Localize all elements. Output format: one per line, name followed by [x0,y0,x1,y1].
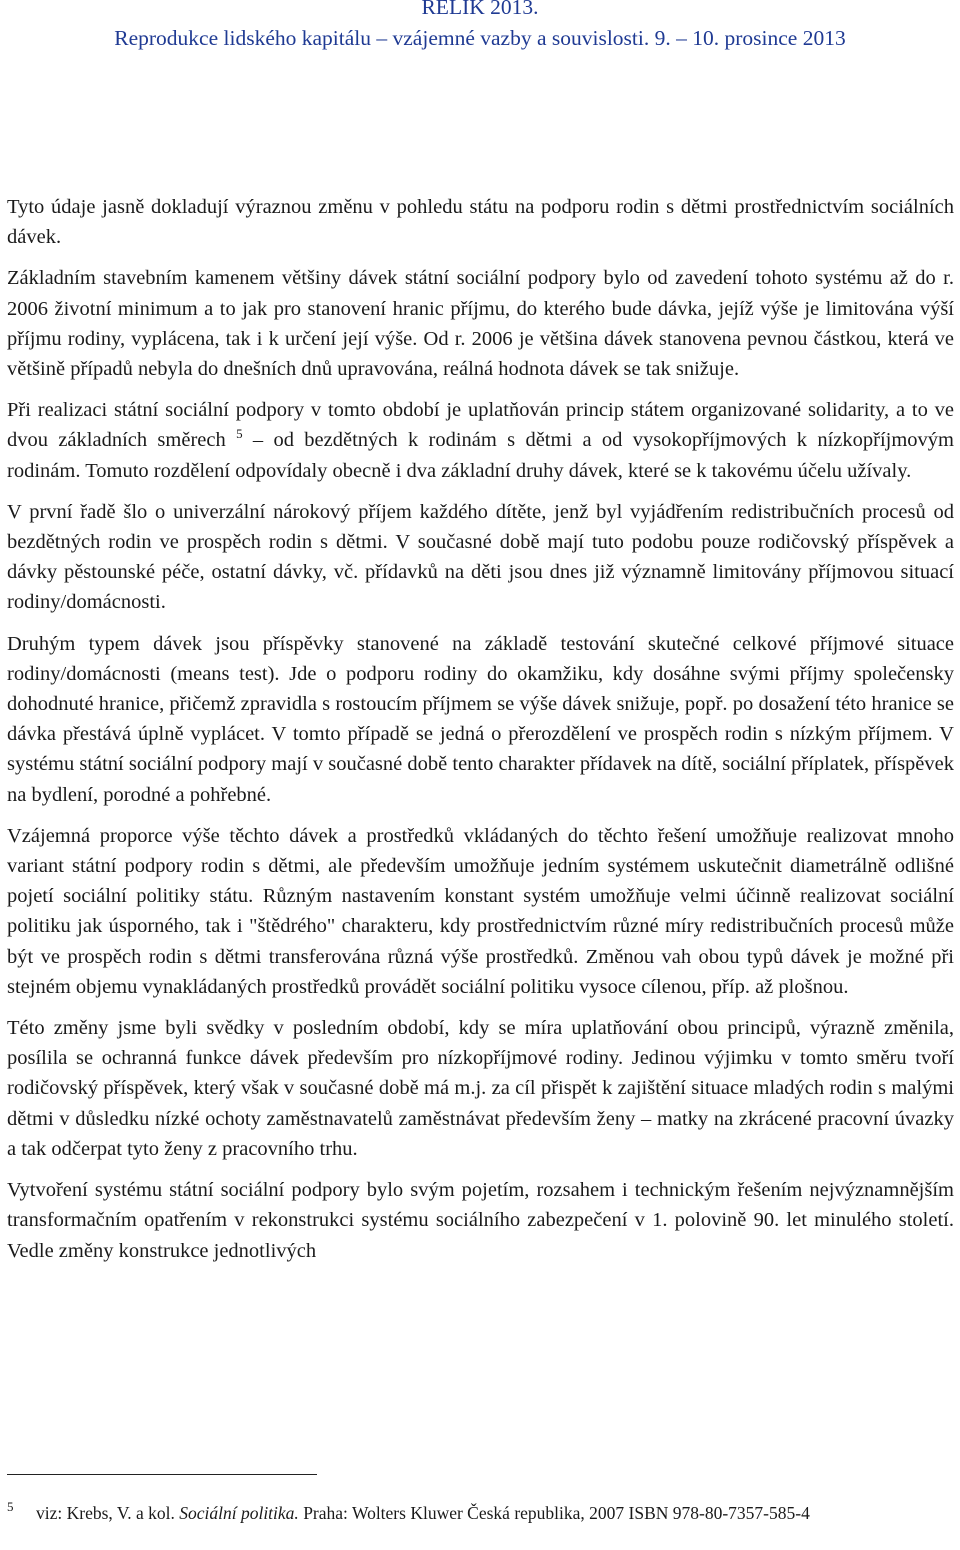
paragraph-text: Druhým typem dávek jsou příspěvky stanovené na základě testování skutečné celkové příjmové situace rodiny/domácnosti (means test). Jde o podporu rodiny do okamžiku, kdy dosáhne svými příjmy společensky dohodnuté hranice, přičemž zpravidla s rostoucím příjmem se výše dávek snižuje, popř. po dosažení této hranice se dávka přestává úplně vyplácet. V tomto případě se jedná o přerozdělení ve prospěch rodin s nízkým příjmem. V systému státní sociální podpory mají v současné době tento charakter přídavek na dítě, sociální příplatek, příspěvek na bydlení, porodné a pohřebné. [7,632,954,806]
footnote-reference[interactable]: 5 [236,426,243,442]
page-header [0,0,960,54]
header-title: RELIK 2013. [421,0,539,19]
paragraph [7,263,954,384]
paragraph-text: Při realizaci státní sociální podpory v tomto období je uplatňován princip státem organizované solidarity, a to ve dvou základních směrech [7,399,954,452]
paragraph-text: – od bezdětných k rodinám s dětmi a od vysokopříjmových k nízkopříjmovým rodinám. Tomuto rozdělení odpovídaly obecně i dva základní druhy dávek, které se k takovému účelu užívaly. [7,429,954,482]
paragraph-text: Vzájemná proporce výše těchto dávek a prostředků vkládaných do těchto řešení umožňuje realizovat mnoho variant státní podpory rodin s dětmi, ale především umožňuje jedním systémem uskutečnit diametrálně odlišné pojetí sociální politiky státu. Různým nastavením konstant systém umožňuje velmi účinně realizovat sociální politiku jak úsporného, tak i "štědrého" charakteru, kdy prostřednictvím různé míry redistribučních procesů může být ve prospěch rodin s dětmi transferována různá výše prostředků. Změnou vah obou typů dávek je možné při stejném objemu vynakládaných prostředků provádět sociální politiku vysoce cílenou, příp. až plošnou. [7,824,954,998]
header-subtitle: Reprodukce lidského kapitálu – vzájemné vazby a souvislosti. 9. – 10. prosince 2013 [114,26,846,50]
paragraph-text: Základním stavebním kamenem většiny dávek státní sociální podpory bylo od zavedení tohoto systému až do r. 2006 životní minimum a to jak pro stanovení hranic příjmu, do kterého bude dávka, jejíž výše je limitována výší příjmu rodiny, vyplácena, tak i k určení její výše. Od r. 2006 je většina dávek stanovena pevnou částkou, která ve většině případů nebyla do dnešních dnů upravována, reálná hodnota dávek se tak snižuje. [7,267,954,381]
paragraph [7,1175,954,1266]
paragraph [7,497,954,618]
paragraph-text: Vytvoření systému státní sociální podpory bylo svým pojetím, rozsahem i technickým řešením nejvýznamnějším transformačním opatřením v rekonstrukci systému sociálního zabezpečení v 1. polovině 90. let minulého století. Vedle změny konstrukce jednotlivých [7,1179,954,1262]
body-text [7,192,954,1266]
paragraph [7,1013,954,1164]
footnote-number: 5 [7,1499,14,1514]
paragraph [7,192,954,252]
paragraph-text: Této změny jsme byli svědky v posledním období, kdy se míra uplatňování obou principů, výrazně změnila, posílila se ochranná funkce dávek především pro nízkopříjmové rodiny. Jedinou výjimku v tomto směru tvoří rodičovský příspěvek, který však v současné době má m.j. za cíl přispět k zajištění situace mladých rodin s malými dětmi v důsledku nízké ochoty zaměstnavatelů zaměstnávat především ženy – matky na zkrácené pracovní úvazky a tak odčerpat tyto ženy z pracovního trhu. [7,1017,954,1160]
paragraph-text: V první řadě šlo o univerzální nárokový příjem každého dítěte, jenž byl vyjádřením redistribučních procesů od bezdětných rodin ve prospěch rodin s dětmi. V současné době mají tuto podobu pouze rodičovský příspěvek a dávky pěstounské péče, ostatní dávky, vč. přídavků na děti jsou dnes již významně limitovány příjmovou situací rodiny/domácnosti. [7,500,954,614]
paragraph [7,821,954,1002]
paragraph-text: Tyto údaje jasně dokladují výraznou změnu v pohledu státu na podporu rodin s dětmi prostřednictvím sociálních dávek. [7,196,954,249]
footnote-title: Sociální politika. [179,1503,299,1523]
footnote-divider [7,1474,317,1475]
footnote-text [36,1500,952,1526]
footnote-text-post: Praha: Wolters Kluwer Česká republika, 2007 ISBN 978-80-7357-585-4 [298,1503,810,1523]
paragraph [7,395,954,486]
footnote-text-pre: viz: Krebs, V. a kol. [36,1503,180,1523]
footnote [7,1500,952,1526]
paragraph [7,629,954,810]
